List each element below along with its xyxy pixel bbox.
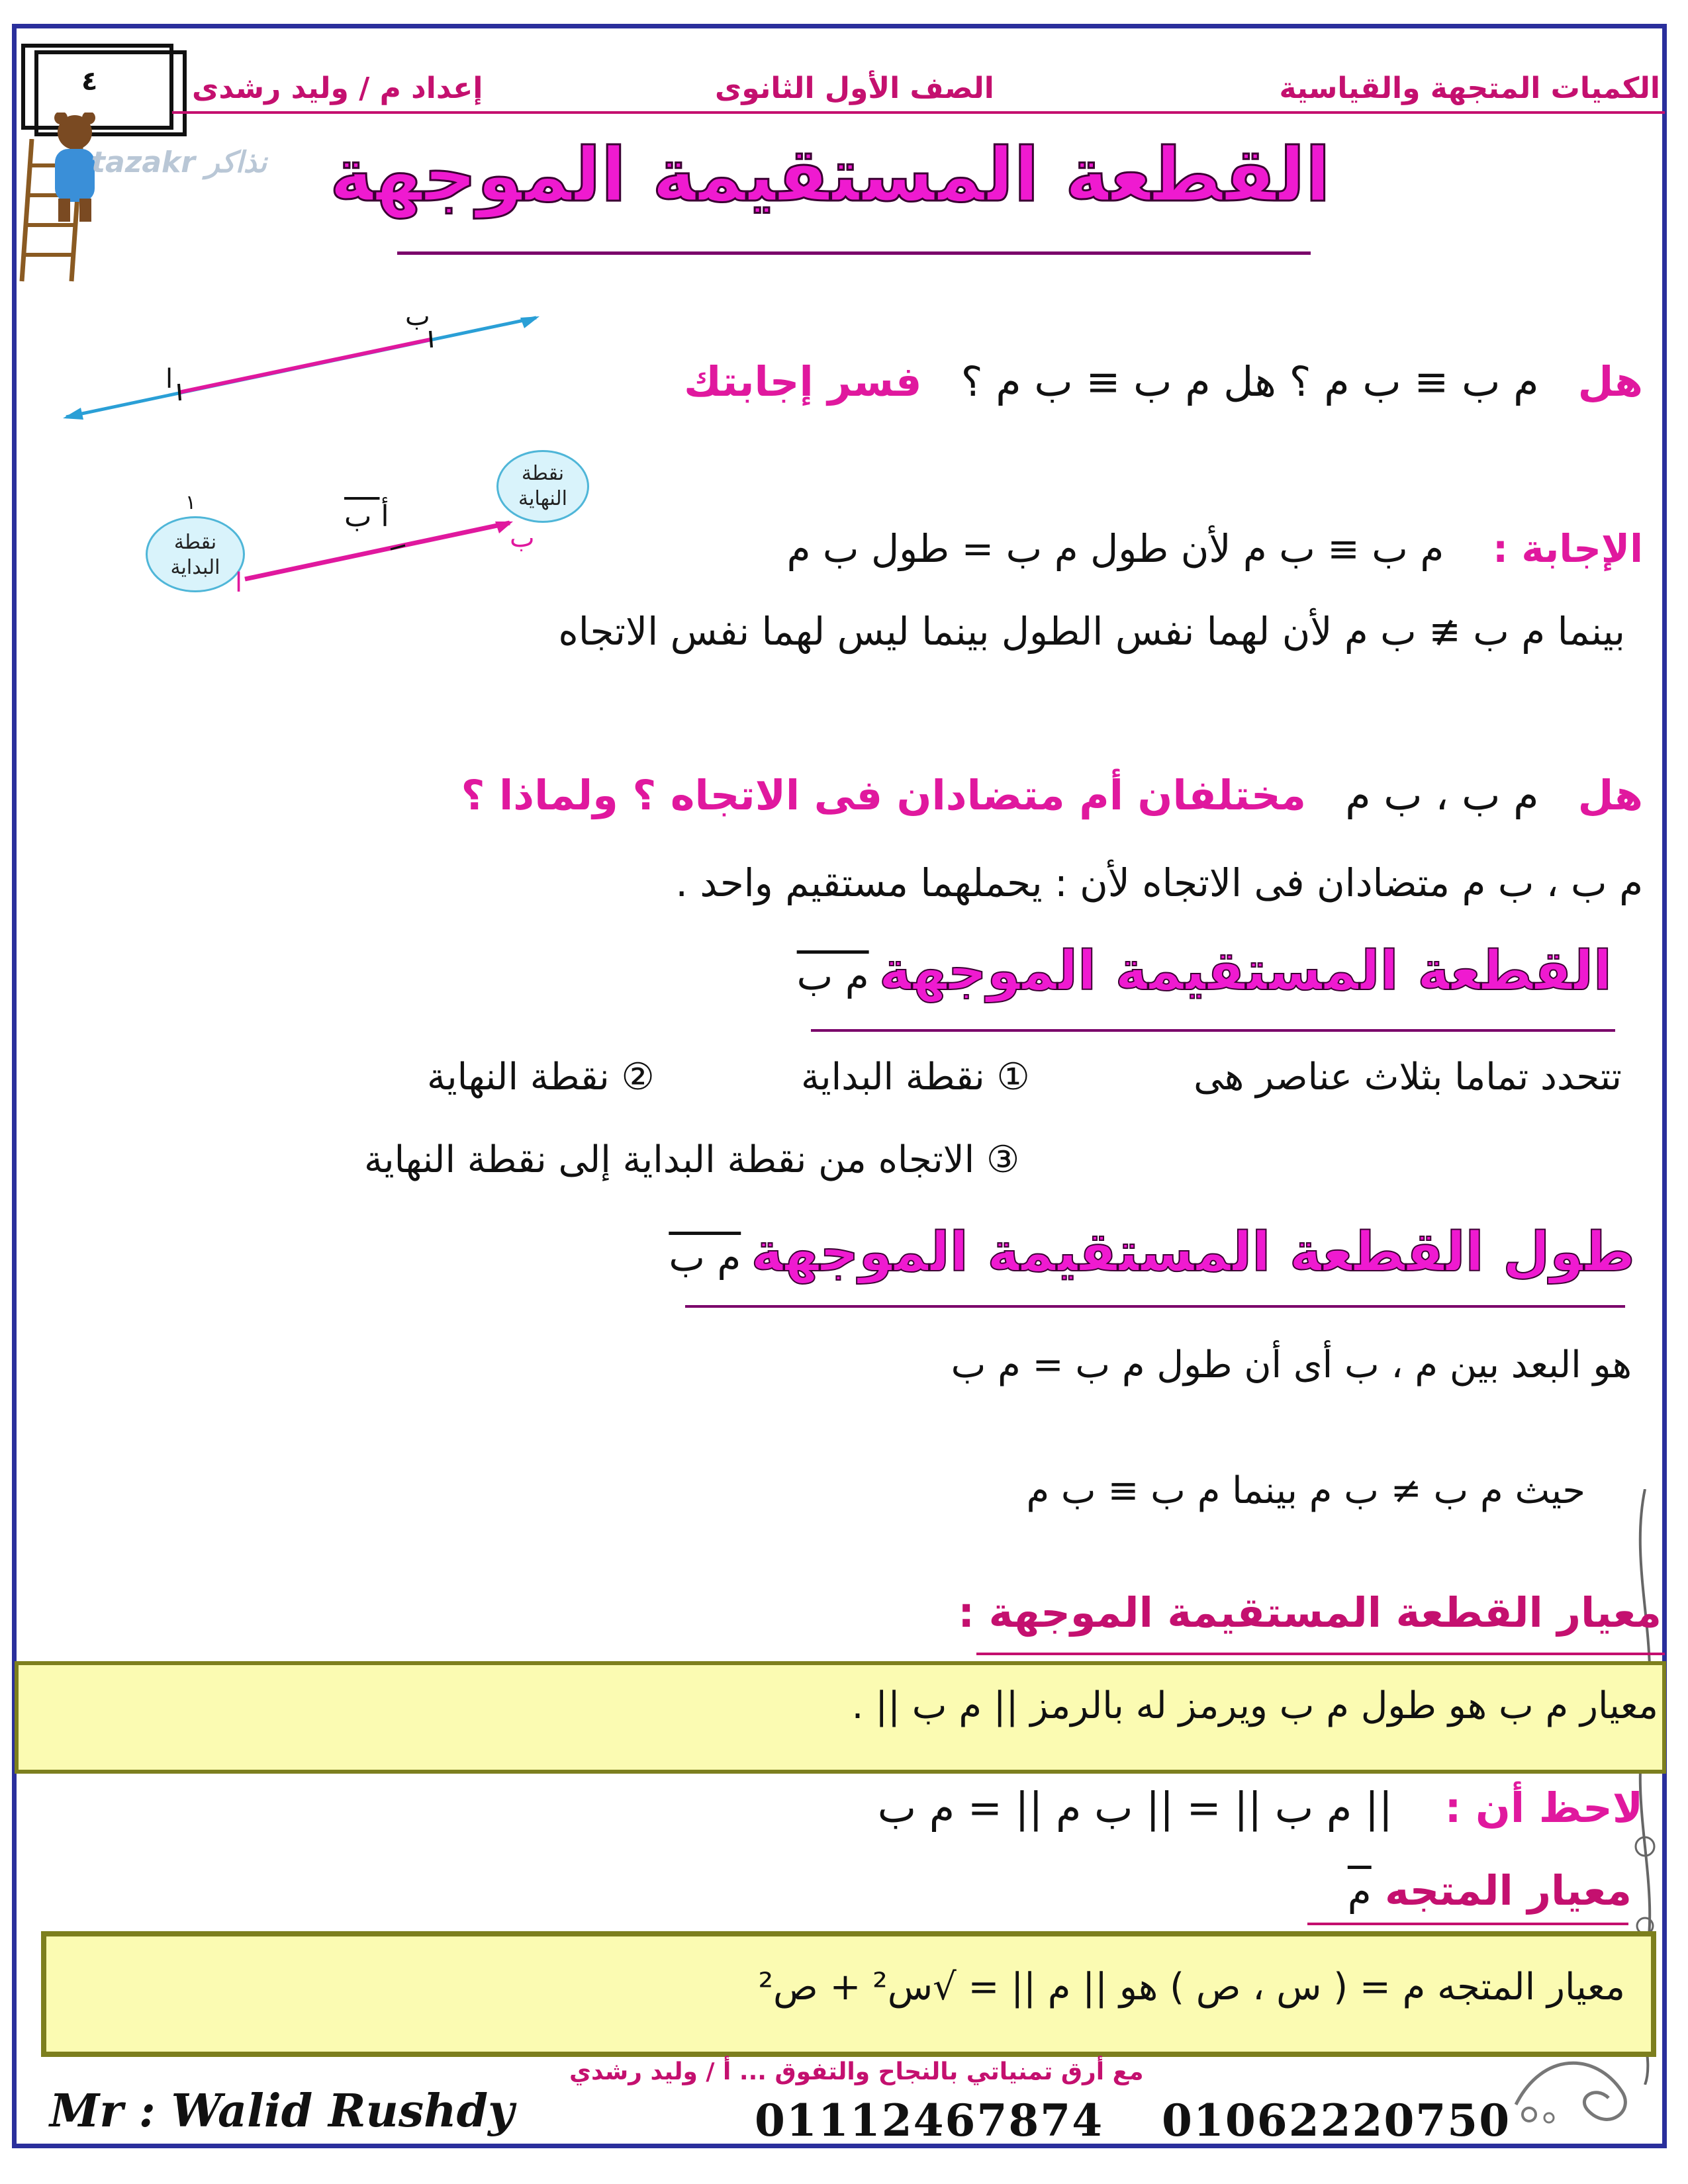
page-number: ٤: [81, 66, 98, 97]
question-2: [461, 771, 1643, 819]
diagram2-point-b: ب: [510, 523, 535, 553]
title-underline: [397, 251, 1311, 255]
section-4-symbol: م: [1347, 1869, 1372, 1914]
page-title: القطعة المستقيمة الموجهة: [329, 132, 1331, 218]
header-unit: الكميات المتجهة والقياسية: [1279, 71, 1660, 105]
vector-label-ab: أ ب: [344, 500, 389, 533]
question-2-answer: م ب ، ب م متضادان فى الاتجاه لأن : يحملهما مستقيم واحد .: [675, 860, 1643, 905]
section-4-title: معيار المتجه: [1385, 1866, 1632, 1915]
element-direction: ③ الاتجاه من نقطة البداية إلى نقطة النهاية: [364, 1138, 1020, 1181]
question-2-text: مختلفان أم متضادان فى الاتجاه ؟ ولماذا ؟: [461, 771, 1307, 819]
opposite-vectors-diagram: [60, 298, 549, 437]
section-norm: معيار القطعة المستقيمة الموجهة :: [958, 1588, 1662, 1637]
author-signature: Mr : Walid Rushdy: [50, 2085, 514, 2138]
diagram2-point-a: ا: [235, 568, 243, 598]
end-point-bubble: نقطة النهاية: [496, 450, 589, 523]
section-2-underline: [685, 1305, 1625, 1308]
length-note: حيث م ب ≠ ب م بينما م ب ≡ ب م: [1026, 1469, 1585, 1512]
question-1-tail: فسر إجابتك: [684, 357, 922, 406]
section-length: [669, 1221, 1635, 1284]
norm-definition: معيار م ب هو طول م ب ويرمز له بالرمز || م ب || .: [851, 1684, 1658, 1727]
section-2-symbol: م ب: [669, 1235, 741, 1280]
section-2-title: طول القطعة المستقيمة الموجهة: [751, 1221, 1635, 1284]
diagram-point-a: ا: [165, 364, 173, 394]
section-4-underline: [1307, 1923, 1628, 1925]
footer-wish: مع أرق تمنياتي بالنجاح والتفوق ... أ / وليد رشدي: [569, 2058, 1144, 2085]
header-underline: [172, 111, 1665, 114]
header-grade: الصف الأول الثانوى: [715, 71, 994, 105]
diagram2-number: ١: [185, 491, 197, 514]
section-1-title: القطعة المستقيمة الموجهة: [878, 940, 1612, 1003]
section-1-symbol: م ب: [796, 954, 869, 999]
section-vector-norm: [1348, 1866, 1632, 1915]
logo-text: tazakr نذاكر: [91, 146, 267, 179]
phone-number-2: 01062220750: [1162, 2095, 1511, 2146]
question-1-text: م ب ≡ ب م ؟ هل م ب ≡ ب م ؟: [961, 357, 1539, 406]
answer-line-2: بينما م ب ≢ ب م لأن لهما نفس الطول بينما ليس لهما نفس الاتجاه: [558, 609, 1625, 654]
answer-line-1: [787, 526, 1643, 571]
question-1: [684, 357, 1643, 406]
element-end-point: ② نقطة النهاية: [427, 1056, 655, 1099]
start-point-bubble: نقطة البداية: [146, 516, 245, 592]
section-1-underline: [811, 1029, 1615, 1032]
length-definition: هو البعد بين م ، ب أى أن طول م ب = م ب: [951, 1343, 1632, 1387]
diagram-point-b: ب: [405, 301, 430, 332]
element-start-point: ① نقطة البداية: [801, 1056, 1030, 1099]
vector-norm-formula: معيار المتجه م = ( س ، ص ) هو || م || = √س² + ص²: [758, 1966, 1625, 2009]
answer-text-1: م ب ≡ ب م لأن طول م ب = طول ب م: [786, 526, 1444, 571]
elements-intro: تتحدد تماما بثلاث عناصر هى: [1194, 1056, 1622, 1099]
flourish-ornament-icon: [1503, 2025, 1655, 2138]
section-3-underline: [976, 1653, 1665, 1655]
header-author: إعداد م / وليد رشدى: [192, 71, 483, 105]
section-directed-segment: [797, 940, 1612, 1003]
norm-note-lead: لاحظ أن :: [1444, 1784, 1643, 1832]
norm-note-text: || م ب || = || ب م || = م ب: [877, 1784, 1393, 1832]
question-2-vectors: م ب ، ب م: [1345, 771, 1539, 819]
phone-number-1: 01112467874: [755, 2095, 1104, 2146]
question-2-lead: هل: [1577, 771, 1643, 819]
norm-note: [878, 1784, 1643, 1832]
question-1-lead: هل: [1577, 357, 1643, 406]
answer-lead: الإجابة :: [1493, 526, 1643, 571]
